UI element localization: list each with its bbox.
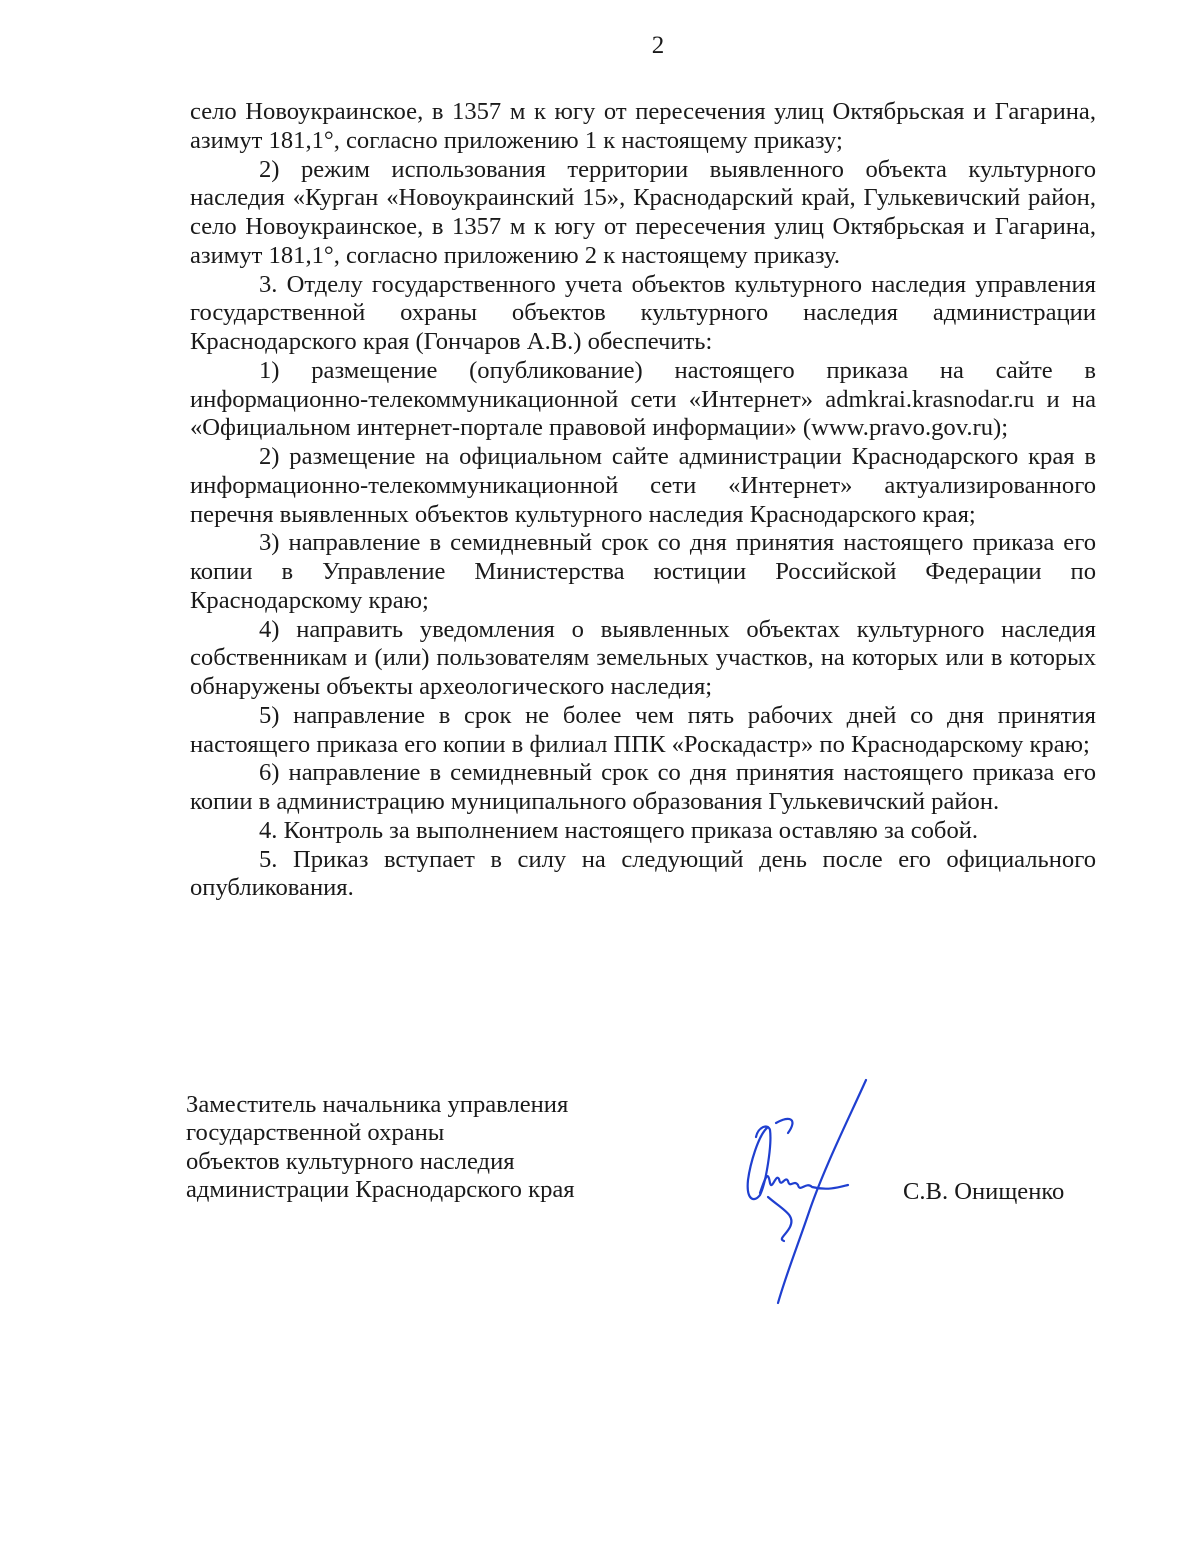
signature-long-stroke <box>778 1080 866 1303</box>
signer-name: С.В. Онищенко <box>903 1178 1065 1205</box>
signer-position-line: Заместитель начальника управления <box>186 1091 569 1118</box>
paragraph-subitem-2-website: 2) размещение на официальном сайте администрации Краснодарского края в информационно-телекоммуникационной сети «Интернет» актуализированного перечня выявленных объектов культурного наследия Краснодарского края; <box>190 443 1096 528</box>
paragraph-item-2-regime: 2) режим использования территории выявленного объекта культурного наследия «Курган «Новоукраинский 15», Краснодарский край, Гулькевичский район, село Новоукраинское, в 1357 м к югу от пересечения улиц Октябрьская и Гагарина, азимут 181,1°, согласно приложению 2 к настоящему приказу. <box>190 155 1096 269</box>
signer-position-line: государственной охраны <box>186 1119 445 1147</box>
paragraph-subitem-4-notifications: 4) направить уведомления о выявленных объектах культурного наследия собственникам и (или) пользователям земельных участков, на которых или в которых обнаружены объекты археологического наследия; <box>190 615 1096 700</box>
signature-scribble-stroke <box>760 1176 848 1193</box>
signer-position-line: администрации Краснодарского края <box>186 1176 575 1204</box>
paragraph-item-4-control: 4. Контроль за выполнением настоящего приказа оставляю за собой. <box>259 816 979 844</box>
paragraph-item-3-department: 3. Отделу государственного учета объектов культурного наследия управления государственной охраны объектов культурного наследия администрации Краснодарского края (Гончаров А.В.) обеспечить: <box>190 270 1096 355</box>
paragraph-item-5-effect: 5. Приказ вступает в силу на следующий день после его официального опубликования. <box>190 845 1096 902</box>
handwritten-signature <box>728 1075 878 1305</box>
paragraph-subitem-6-municipality: 6) направление в семидневный срок со дня принятия настоящего приказа его копии в администрацию муниципального образования Гулькевичский район. <box>190 759 1096 815</box>
paragraph-subitem-5-roskadastr: 5) направление в срок не более чем пять рабочих дней со дня принятия настоящего приказа его копии в филиал ППК «Роскадастр» по Краснодарскому краю; <box>190 701 1096 758</box>
document-body <box>190 98 1096 903</box>
signer-position <box>186 1091 575 1205</box>
paragraph-continuation: село Новоукраинское, в 1357 м к югу от пересечения улиц Октябрьская и Гагарина, азимут 181,1°, согласно приложению 1 к настоящему приказу; <box>190 98 1096 154</box>
signature-loop-stroke <box>748 1126 771 1199</box>
signer-position-line: объектов культурного наследия <box>186 1147 515 1175</box>
signature-tail-stroke <box>768 1197 791 1241</box>
paragraph-subitem-3-ministry: 3) направление в семидневный срок со дня принятия настоящего приказа его копии в Управление Министерства юстиции Российской Федерации по Краснодарскому краю; <box>190 529 1096 614</box>
page-number: 2 <box>651 32 665 59</box>
paragraph-subitem-1-publication: 1) размещение (опубликование) настоящего приказа на сайте в информационно-телекоммуникационной сети «Интернет» admkrai.krasnodar.ru и на «Официальном интернет-портале правовой информации» (www.pravo.gov.ru); <box>190 356 1096 442</box>
signature-cross-stroke <box>776 1119 792 1133</box>
